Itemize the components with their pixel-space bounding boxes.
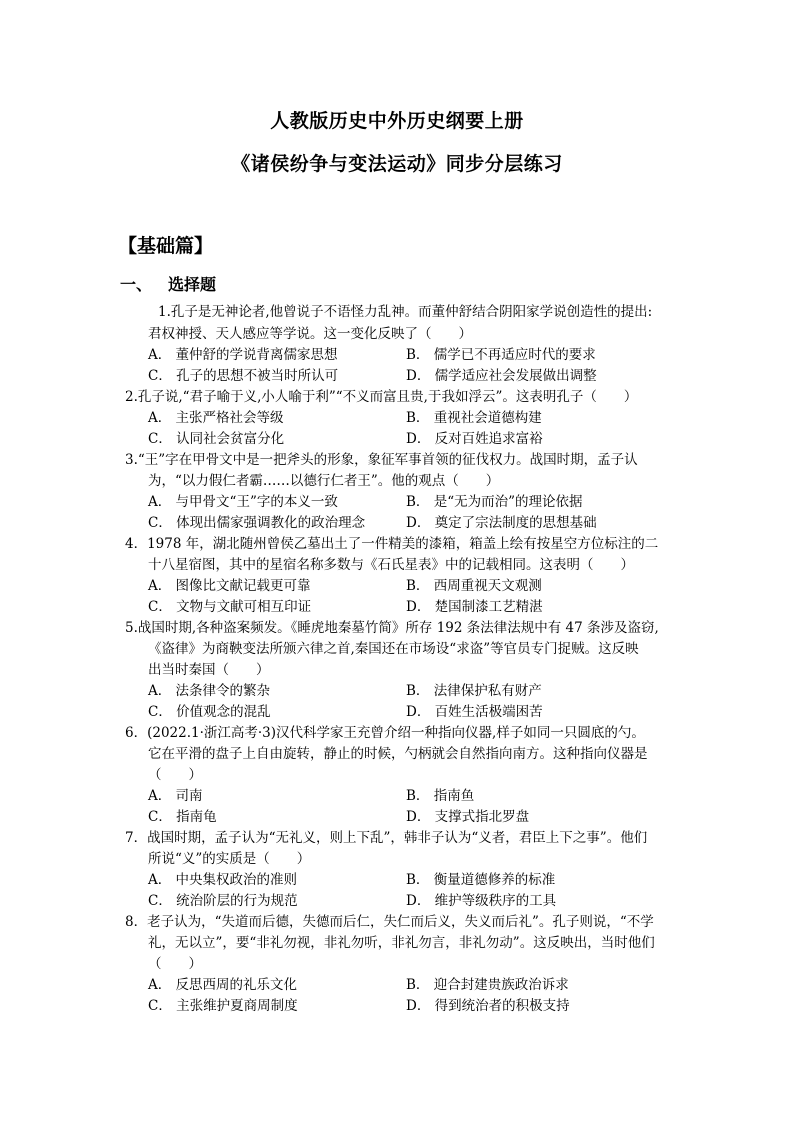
question-3-option-c: C． 体现出儒家强调教化的政治理念 bbox=[148, 515, 366, 531]
question-5-line-1: 5.战国时期,各种盗案频发。《睡虎地秦墓竹简》所存 192 条法律法规中有 47 条涉及盗窃, bbox=[125, 620, 659, 636]
question-8-line-3: （ ） bbox=[148, 956, 202, 972]
question-5-option-a: A． 法条律令的繁杂 bbox=[148, 683, 271, 699]
question-1-option-c: C． 孔子的思想不被当时所认可 bbox=[148, 368, 339, 384]
question-8-option-c: C． 主张维护夏商周制度 bbox=[148, 998, 298, 1014]
question-1-option-a: A． 董仲舒的学说背离儒家思想 bbox=[148, 347, 338, 363]
question-7-option-d: D． 维护等级秩序的工具 bbox=[406, 893, 557, 909]
question-2-option-a: A． 主张严格社会等级 bbox=[148, 410, 284, 426]
question-2-option-c: C． 认同社会贫富分化 bbox=[148, 431, 285, 447]
question-1-line-1: 1.孔子是无神论者,他曾说子不语怪力乱神。而董仲舒结合阴阳家学说创造性的提出: bbox=[158, 304, 653, 320]
subsection-number: 一、 bbox=[120, 275, 153, 294]
question-4-line-2: 十八星宿图，其中的星宿名称多数与《石氏星表》中的记载相同。这表明（ ） bbox=[148, 557, 634, 573]
question-8-option-d: D． 得到统治者的积极支持 bbox=[406, 998, 570, 1014]
question-7-option-c: C． 统治阶层的行为规范 bbox=[148, 893, 298, 909]
question-6-option-b: B． 指南鱼 bbox=[406, 788, 475, 804]
question-5-line-3: 出当时秦国（ ） bbox=[148, 662, 270, 678]
question-6-line-1: 6．(2022.1·浙江高考·3)汉代科学家王充曾介绍一种指向仪器,样子如同一只圆底的勺。 bbox=[125, 725, 645, 741]
question-4-option-a: A． 图像比文献记载更可靠 bbox=[148, 578, 311, 594]
question-4-option-c: C． 文物与文献可相互印证 bbox=[148, 599, 312, 615]
subsection-heading bbox=[120, 272, 216, 295]
question-7-line-1: 7．战国时期，孟子认为“无礼义，则上下乱”，韩非子认为“义者，君臣上下之事”。他们 bbox=[125, 830, 648, 846]
question-5-option-b: B． 法律保护私有财产 bbox=[406, 683, 542, 699]
question-6-option-d: D． 支撑式指北罗盘 bbox=[406, 809, 530, 825]
question-6-line-2: 它在平滑的盘子上自由旋转，静止的时候，勺柄就会自然指向南方。这种指向仪器是 bbox=[148, 746, 648, 762]
section-heading: 【基础篇】 bbox=[118, 235, 214, 257]
question-3-option-b: B． 是“无为而治”的理论依据 bbox=[406, 494, 583, 510]
question-7-option-a: A． 中央集权政治的准则 bbox=[148, 872, 298, 888]
question-7-option-b: B． 衡量道德修养的标准 bbox=[406, 872, 556, 888]
question-5-option-c: C． 价值观念的混乱 bbox=[148, 704, 271, 720]
subsection-label: 选择题 bbox=[168, 275, 217, 294]
question-4-line-1: 4．1978 年，湖北随州曾侯乙墓出土了一件精美的漆箱，箱盖上绘有按星空方位标注的二 bbox=[125, 536, 659, 552]
question-6-option-a: A． 司南 bbox=[148, 788, 203, 804]
question-8-option-a: A． 反思西周的礼乐文化 bbox=[148, 977, 298, 993]
question-8-line-1: 8．老子认为，“失道而后德，失德而后仁，失仁而后义，失义而后礼”。孔子则说，“不学 bbox=[125, 914, 654, 930]
page-title: 人教版历史中外历史纲要上册 bbox=[270, 110, 524, 132]
question-4-option-b: B． 西周重视天文观测 bbox=[406, 578, 542, 594]
question-8-line-2: 礼，无以立”，要“非礼勿视，非礼勿听，非礼勿言，非礼勿动”。这反映出，当时他们 bbox=[148, 935, 655, 951]
question-1-option-d: D． 儒学适应社会发展做出调整 bbox=[406, 368, 597, 384]
question-4-option-d: D． 楚国制漆工艺精湛 bbox=[406, 599, 543, 615]
page-subtitle: 《诸侯纷争与变法运动》同步分层练习 bbox=[231, 153, 563, 175]
question-3-line-1: 3.“王”字在甲骨文中是一把斧头的形象，象征军事首领的征伐权力。战国时期，孟子认 bbox=[125, 452, 638, 468]
question-3-option-a: A． 与甲骨文“王”字的本义一致 bbox=[148, 494, 338, 510]
question-8-option-b: B． 迎合封建贵族政治诉求 bbox=[406, 977, 569, 993]
question-2-option-b: B． 重视社会道德构建 bbox=[406, 410, 542, 426]
question-5-line-2: 《盗律》为商鞅变法所颁六律之首,秦国还在市场设“求盗”等官员专门捉贼。这反映 bbox=[148, 641, 639, 657]
question-3-option-d: D． 奠定了宗法制度的思想基础 bbox=[406, 515, 597, 531]
question-1-line-2: 君权神授、天人感应等学说。这一变化反映了（ ） bbox=[148, 326, 472, 342]
question-6-line-3: （ ） bbox=[148, 767, 202, 783]
question-6-option-c: C． 指南龟 bbox=[148, 809, 217, 825]
question-2-line-1: 2.孔子说,“君子喻于义,小人喻于利”“不义而富且贵,于我如浮云”。这表明孔子（ ） bbox=[125, 389, 638, 405]
question-2-option-d: D． 反对百姓追求富裕 bbox=[406, 431, 543, 447]
question-7-line-2: 所说“义”的实质是（ ） bbox=[148, 851, 311, 867]
question-5-option-d: D． 百姓生活极端困苦 bbox=[406, 704, 543, 720]
question-1-option-b: B． 儒学已不再适应时代的要求 bbox=[406, 347, 596, 363]
question-3-line-2: 为，“以力假仁者霸……以德行仁者王”。他的观点（ ） bbox=[148, 473, 500, 489]
